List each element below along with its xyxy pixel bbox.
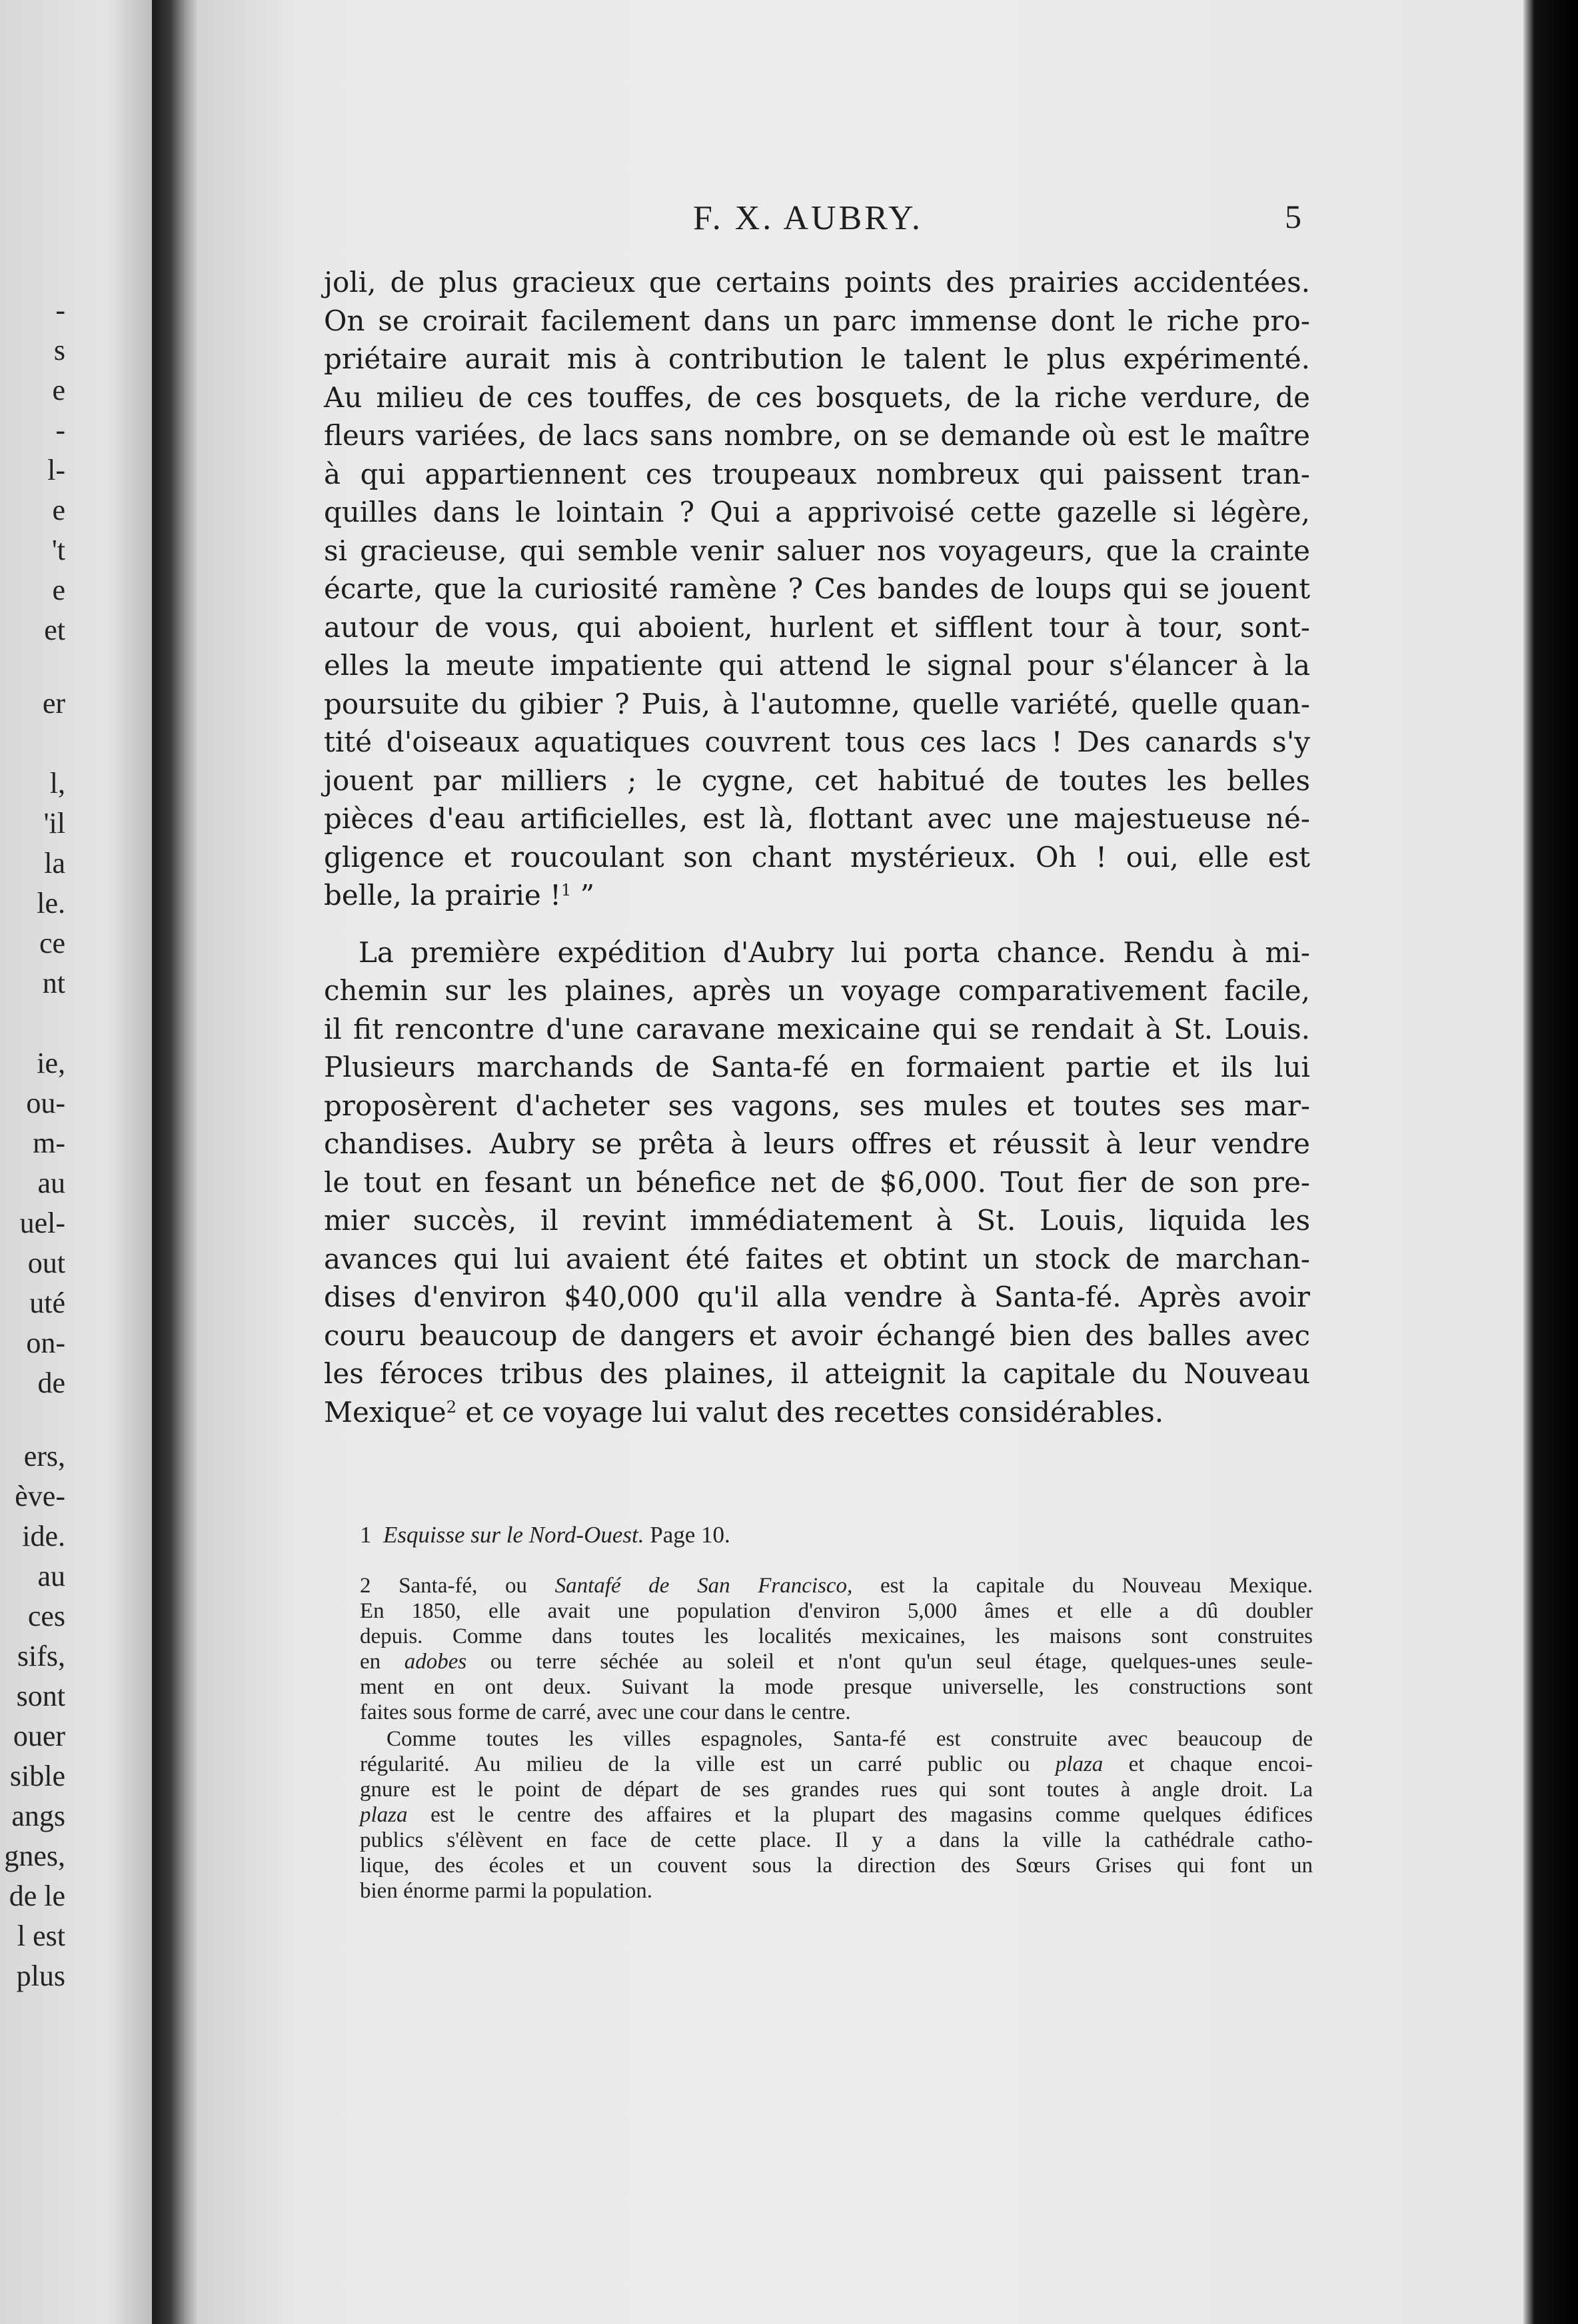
footnote-2-line: En 1850, elle avait une population d'environ 5,000 âmes et elle a dû doubler [360, 1599, 1313, 1623]
left-page-fragment: de [37, 1367, 65, 1399]
left-page-fragment: e [52, 494, 65, 526]
left-page-fragment: uel- [19, 1207, 65, 1239]
footnote-1-title: Esquisse sur le Nord-Ouest. [383, 1522, 644, 1548]
text-line: proposèrent d'acheter ses vagons, ses mules et toutes ses mar- [324, 1089, 1310, 1122]
page-number: 5 [1285, 198, 1301, 235]
left-page-fragment: 'il [43, 807, 65, 840]
footnotes [360, 1522, 1313, 1904]
left-page-fragment: - [55, 294, 65, 326]
text-line: dises d'environ $40,000 qu'il alla vendre à Santa-fé. Après avoir [324, 1281, 1310, 1313]
left-page-fragment: er [42, 687, 65, 720]
running-head: F. X. AUBRY. [693, 199, 923, 237]
left-page-fragment: de le [9, 1880, 65, 1912]
footnote-1-page: Page 10. [644, 1522, 730, 1548]
text-line: quilles dans le lointain ? Qui a apprivoisé cette gazelle si légère, [324, 496, 1310, 528]
left-page-fragment: angs [11, 1800, 65, 1832]
footnote-2-line: gnure est le point de départ de ses grandes rues qui sont toutes à angle droit. La [360, 1778, 1313, 1802]
paragraph-1-last-text: belle, la prairie ! [324, 879, 562, 911]
footnote-2-line [360, 1573, 1313, 1598]
footnote-2-text: en [360, 1650, 404, 1674]
left-page-fragment: e [52, 574, 65, 606]
footnote-2-line: ment en ont deux. Suivant la mode presque universelle, les constructions sont [360, 1675, 1313, 1699]
text-line: le tout en fesant un bénefice net de $6,000. Tout fier de son pre- [324, 1165, 1310, 1199]
text-line: La première expédition d'Aubry lui porta chance. Rendu à mi- [359, 935, 1310, 969]
paragraph-2-last-line [324, 1393, 1310, 1432]
left-page-fragment: l- [47, 454, 65, 486]
left-page-fragment: ces [27, 1600, 65, 1632]
footnote-2-line [360, 1752, 1313, 1777]
body-text [324, 263, 1310, 1431]
left-page-fragment: sifs, [17, 1640, 65, 1672]
left-page-fragment: 't [51, 534, 65, 566]
text-line: Plusieurs marchands de Santa-fé en formaient partie et ils lui [324, 1051, 1310, 1083]
text-line: il fit rencontre d'une caravane mexicaine qui se rendait à St. Louis. [324, 1012, 1310, 1045]
text-line: jouent par milliers ; le cygne, cet habitué de toutes les belles [324, 764, 1310, 797]
text-line: chemin sur les plaines, après un voyage comparativement facile, [324, 974, 1310, 1007]
footnote-2-text: est le centre des affaires et la plupart des magasins comme quelques édifices [407, 1803, 1313, 1827]
left-page-fragment: on- [26, 1327, 65, 1359]
text-line: si gracieuse, qui semble venir saluer nos voyageurs, que la crainte [324, 534, 1310, 567]
text-line: avances qui lui avaient été faites et obtint un stock de marchan- [324, 1242, 1310, 1275]
text-line: à qui appartiennent ces troupeaux nombreux qui paissent tran- [324, 457, 1310, 490]
footnote-2-line: faites sous forme de carré, avec une cour dans le centre. [360, 1700, 851, 1724]
footnote-2-number: 2 [360, 1574, 371, 1598]
footnote-2-text: est la capitale du Nouveau Mexique. [852, 1574, 1313, 1598]
left-page-fragment: la [44, 847, 65, 879]
text-line: joli, de plus gracieux que certains points des prairies accidentées. [324, 266, 1310, 298]
footnote-2-line: lique, des écoles et un couvent sous la direction des Sœurs Grises qui font un [360, 1854, 1313, 1878]
footnote-2-text: ou terre séchée au soleil et n'ont qu'un seul étage, quelques-unes seule- [466, 1650, 1313, 1674]
left-facing-page [0, 0, 152, 2324]
paragraph-1 [324, 263, 1310, 876]
left-page-fragment: nt [42, 967, 65, 999]
footnote-2-line: publics s'élèvent en face de cette place. Il y a dans la ville la cathédrale catho- [360, 1828, 1313, 1852]
left-page-fragment: ou- [26, 1087, 65, 1119]
text-line: priétaire aurait mis à contribution le talent le plus expérimenté. [324, 342, 1310, 375]
footnote-2-text: régularité. Au milieu de la ville est un carré public ou [360, 1752, 1056, 1776]
footnote-1-number: 1 [360, 1522, 372, 1548]
left-page-fragment: sible [9, 1760, 65, 1792]
footnote-2-italic: Santafé de San Francisco, [554, 1574, 853, 1598]
paragraph-2-last-end: et ce voyage lui valut des recettes considérables. [456, 1395, 1164, 1429]
left-page-fragment: l, [49, 767, 65, 800]
text-line: écarte, que la curiosité ramène ? Ces bandes de loups qui se jouent [324, 572, 1310, 605]
left-page-fragment: sont [16, 1680, 65, 1712]
footnote-ref-1: 1 [561, 881, 572, 899]
footnote-2-text: et chaque encoi- [1103, 1752, 1313, 1776]
footnote-2-text: Santa-fé, ou [371, 1574, 555, 1598]
left-page-fragment: ide. [22, 1520, 65, 1552]
text-line: couru beaucoup de dangers et avoir échangé bien des balles avec [324, 1319, 1310, 1352]
left-page-fragment: ève- [15, 1480, 65, 1512]
left-page-fragment: - [55, 414, 65, 446]
footnote-2-line: bien énorme parmi la population. [360, 1879, 652, 1903]
left-page-fragment: ce [39, 927, 65, 959]
footnote-2 [360, 1573, 1313, 1725]
left-page-fragment: ie, [37, 1047, 65, 1079]
left-page-fragment: out [27, 1247, 65, 1279]
left-page-fragment: et [44, 614, 65, 646]
footnote-2-line: Comme toutes les villes espagnoles, Santa-fé est construite avec beaucoup de [387, 1727, 1313, 1751]
left-page-fragment: le. [37, 887, 65, 919]
footnote-1 [360, 1522, 1313, 1548]
text-line: On se croirait facilement dans un parc immense dont le riche pro- [324, 304, 1310, 337]
left-page-fragment: l est [17, 1920, 65, 1952]
left-page-fragment: plus [16, 1960, 65, 1992]
paragraph-2-last-start: Mexique [324, 1395, 446, 1429]
footnote-2-italic: plaza [1055, 1752, 1104, 1776]
left-page-fragment: au [37, 1167, 65, 1199]
paragraph-2 [324, 933, 1310, 1393]
left-page-fragment: uté [29, 1287, 65, 1319]
footnote-2-paragraph-2 [360, 1726, 1313, 1904]
footnote-2-line: depuis. Comme dans toutes les localités mexicaines, les maisons sont construites [360, 1624, 1313, 1648]
text-line: poursuite du gibier ? Puis, à l'automne, quelle variété, quelle quan- [324, 687, 1310, 720]
footnote-2-line [360, 1649, 1313, 1674]
text-line: les féroces tribus des plaines, il atteignit la capitale du Nouveau [324, 1357, 1310, 1390]
book-gutter [152, 0, 197, 2324]
text-line: pièces d'eau artificielles, est là, flottant avec une majestueuse né- [324, 802, 1310, 835]
left-page-fragment: e [52, 374, 65, 406]
footnote-ref-2: 2 [446, 1397, 457, 1417]
text-line: tité d'oiseaux aquatiques couvrent tous ces lacs ! Des canards s'y [324, 726, 1310, 758]
text-line: fleurs variées, de lacs sans nombre, on se demande où est le maître [324, 419, 1310, 452]
text-line: mier succès, il revint immédiatement à St. Louis, liquida les [324, 1204, 1310, 1237]
footnote-2-line [360, 1802, 1313, 1828]
left-page-fragment: au [37, 1560, 65, 1592]
left-page-fragment: ers, [23, 1440, 65, 1472]
page-edge-shadow [1523, 0, 1578, 2324]
left-page-fragment: gnes, [4, 1840, 65, 1872]
footnote-1-line [360, 1522, 1313, 1548]
left-page-fragment: m- [33, 1127, 65, 1159]
footnote-2-italic: plaza [360, 1803, 408, 1827]
footnote-2-italic: adobes [404, 1650, 467, 1674]
text-line: Au milieu de ces touffes, de ces bosquets, de la riche verdure, de [324, 380, 1310, 414]
text-line: autour de vous, qui aboient, hurlent et sifflent tour à tour, sont- [324, 610, 1310, 644]
close-quote: ” [571, 879, 595, 911]
text-line: elles la meute impatiente qui attend le signal pour s'élancer à la [324, 649, 1310, 682]
text-line: chandises. Aubry se prêta à leurs offres et réussit à leur vendre [324, 1127, 1310, 1160]
text-line: gligence et roucoulant son chant mystérieux. Oh ! oui, elle est [324, 840, 1310, 873]
paragraph-1-last-line [324, 876, 1310, 915]
left-page-fragment: s [53, 334, 65, 366]
left-page-fragment: ouer [13, 1720, 65, 1752]
left-page-text-fragments [0, 0, 152, 2324]
